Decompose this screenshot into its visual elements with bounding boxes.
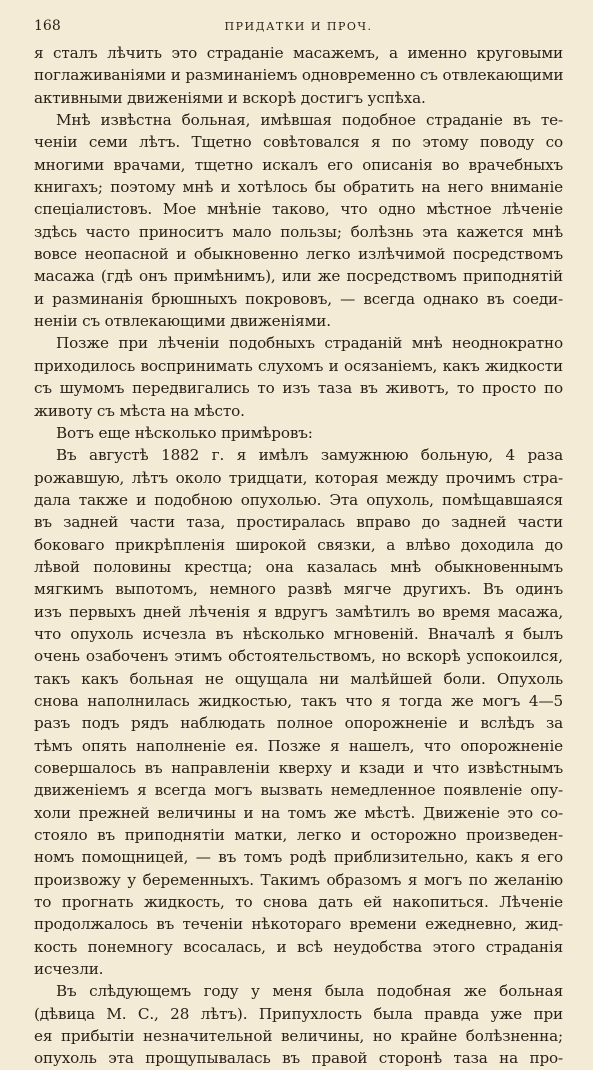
text-line: то прогнать жидкость, то снова дать ей накопиться. Лѣченіе: [34, 893, 563, 912]
text-line: здѣсь часто приноситъ мало пользы; болѣзнь эта кажется мнѣ: [34, 222, 563, 241]
text-line: я сталъ лѣчить это страданіе масажемъ, а именно круговыми: [34, 44, 563, 62]
text-line: совершалось въ направленіи кверху и кзади и что извѣстнымъ: [34, 759, 563, 777]
text-line: номъ помощницей, — въ томъ родѣ приблизительно, какъ я его: [34, 848, 563, 867]
text-line: многими врачами, тщетно искалъ его описанія во врачебныхъ: [34, 155, 563, 174]
text-line: и разминанія брюшныхъ покрововъ, — всегда однако въ соеди-: [34, 289, 563, 308]
paragraph: [34, 332, 563, 421]
text-line: ея прибытіи незначительной величины, но крайне болѣзненна;: [34, 1027, 563, 1046]
paragraph: [34, 422, 563, 444]
text-line: снова наполнилась жидкостью, такъ что я тогда же могъ 4—5: [34, 691, 563, 710]
body-text: [34, 42, 563, 1070]
text-line: боковаго прикрѣпленія широкой связки, а влѣво доходила до: [34, 535, 563, 554]
text-line: масажа (гдѣ онъ примѣнимъ), или же посредствомъ приподнятій: [34, 267, 563, 286]
text-line: стояло въ приподнятіи матки, легко и осторожно произведен-: [34, 826, 563, 845]
paragraph: [34, 109, 563, 332]
text-line: вовсе неопасной и обыкновенно легко излѣчимой посредствомъ: [34, 245, 563, 264]
text-line: тѣмъ опять наполненіе ея. Позже я нашелъ, что опорожненіе: [34, 736, 563, 755]
text-line: холи прежней величины и на томъ же мѣстѣ. Движеніе это со-: [34, 803, 563, 822]
text-line: ченіи семи лѣтъ. Тщетно совѣтовался я по этому поводу со: [34, 133, 563, 152]
text-line: такъ какъ больная не ощущала ни малѣйшей боли. Опухоль: [34, 669, 563, 688]
text-line: кость понемногу всосалась, и всѣ неудобства этого страданія: [34, 937, 563, 956]
page-number: 168: [34, 18, 61, 34]
text-line: очень озабоченъ этимъ обстоятельствомъ, но вскорѣ успокоился,: [34, 647, 563, 666]
paragraph: [34, 42, 563, 109]
text-line: что опухоль исчезла въ нѣсколько мгновеній. Вначалѣ я былъ: [34, 624, 563, 643]
text-line: Въ августѣ 1882 г. я имѣлъ замужнюю больную, 4 раза: [56, 446, 563, 465]
text-line: рожавшую, лѣтъ около тридцати, которая между прочимъ стра-: [34, 468, 563, 487]
paragraph: [34, 980, 563, 1069]
text-line: лѣвой половины крестца; она казалась мнѣ обыкновеннымъ: [34, 557, 563, 576]
text-line: опухоль эта прощупывалась въ правой сторонѣ таза на про-: [34, 1049, 563, 1068]
text-line: дала также и подобною опухолью. Эта опухоль, помѣщавшаяся: [34, 490, 563, 509]
text-line: Позже при лѣченіи подобныхъ страданій мнѣ неоднократно: [56, 334, 563, 353]
text-line: спеціалистовъ. Мое мнѣніе таково, что одно мѣстное лѣченіе: [34, 200, 563, 219]
text-line: въ задней части таза, простиралась вправо до задней части: [34, 513, 563, 532]
text-line: книгахъ; поэтому мнѣ и хотѣлось бы обратить на него вниманіе: [34, 178, 563, 197]
text-line: исчезли.: [34, 960, 104, 979]
text-line: животу съ мѣста на мѣсто.: [34, 401, 245, 420]
text-line: произвожу у беременныхъ. Такимъ образомъ я могъ по желанію: [34, 870, 563, 889]
running-head: ПРИДАТКИ И ПРОЧ.: [224, 20, 373, 33]
paragraph: [34, 444, 563, 980]
text-line: движеніемъ я всегда могъ вызвать немедленное появленіе опу-: [34, 781, 563, 800]
text-line: разъ подъ рядъ наблюдать полное опорожненіе и вслѣдъ за: [34, 714, 563, 733]
text-line: (дѣвица М. С., 28 лѣтъ). Припухлость была правда уже при: [34, 1004, 563, 1023]
text-line: приходилось воспринимать слухомъ и осязаніемъ, какъ жидкости: [34, 356, 563, 375]
text-line: съ шумомъ передвигались то изъ таза въ животъ, то просто по: [34, 379, 563, 398]
text-line: неніи съ отвлекающими движеніями.: [34, 312, 331, 331]
text-line: изъ первыхъ дней лѣченія я вдругъ замѣтилъ во время масажа,: [34, 602, 563, 621]
text-line: Мнѣ извѣстна больная, имѣвшая подобное страданіе въ те-: [56, 111, 563, 130]
text-line: Въ слѣдующемъ году у меня была подобная же больная: [56, 982, 563, 1001]
page-header: [34, 12, 563, 42]
text-line: активными движеніями и вскорѣ достигъ успѣха.: [34, 88, 426, 107]
text-line: мягкимъ выпотомъ, немного развѣ мягче другихъ. Въ одинъ: [34, 580, 563, 599]
text-line: Вотъ еще нѣсколько примѣровъ:: [56, 423, 313, 442]
text-line: продолжалось въ теченіи нѣкотораго времени ежедневно, жид-: [34, 915, 563, 934]
text-line: поглаживаніями и разминаніемъ одновременно съ отвлекающими: [34, 66, 564, 85]
